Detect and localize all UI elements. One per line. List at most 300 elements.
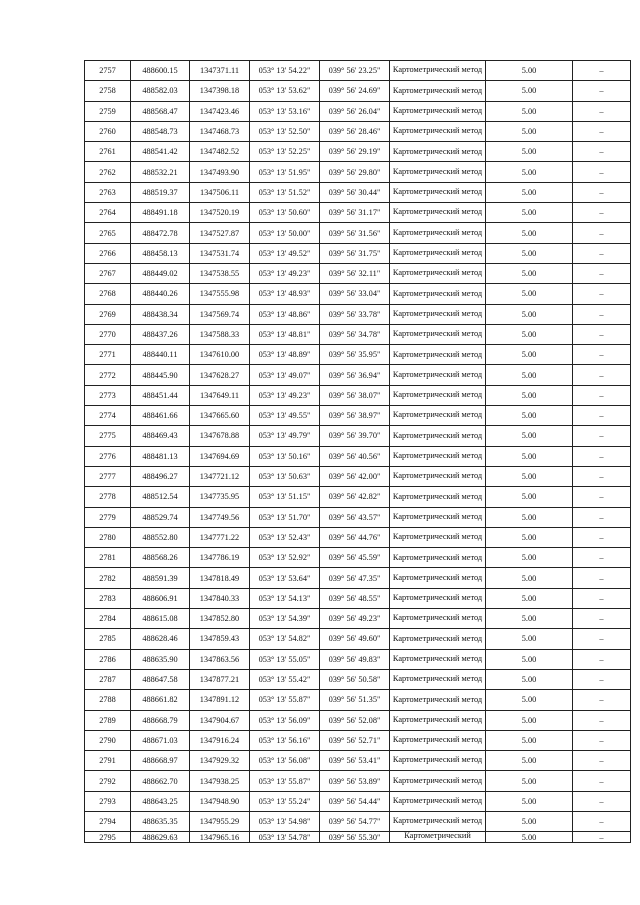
table-row [85,345,631,365]
method-cell: Картометрический метод [390,710,486,730]
latitude-cell: 053° 13' 56.09" [250,710,320,730]
longitude-cell: 039° 56' 29.80" [320,162,390,182]
longitude-cell: 039° 56' 23.25" [320,61,390,81]
latitude-cell: 053° 13' 52.25" [250,142,320,162]
latitude-cell: 053° 13' 54.82" [250,629,320,649]
accuracy-cell: 5.00 [486,304,573,324]
accuracy-cell: 5.00 [486,142,573,162]
note-cell: – [573,771,631,791]
x-coordinate-cell: 488512.54 [131,487,190,507]
accuracy-cell: 5.00 [486,345,573,365]
y-coordinate-cell: 1347628.27 [190,365,250,385]
method-cell: Картометрический метод [390,771,486,791]
y-coordinate-cell: 1347527.87 [190,223,250,243]
point-number-cell: 2766 [85,243,131,263]
accuracy-cell: 5.00 [486,406,573,426]
note-cell: – [573,121,631,141]
table-row [85,568,631,588]
x-coordinate-cell: 488541.42 [131,142,190,162]
longitude-cell: 039° 56' 47.35" [320,568,390,588]
method-cell: Картометрический метод [390,690,486,710]
y-coordinate-cell: 1347649.11 [190,385,250,405]
method-cell: Картометрический метод [390,527,486,547]
note-cell: – [573,507,631,527]
x-coordinate-cell: 488458.13 [131,243,190,263]
point-number-cell: 2769 [85,304,131,324]
point-number-cell: 2776 [85,446,131,466]
x-coordinate-cell: 488643.25 [131,791,190,811]
y-coordinate-cell: 1347771.22 [190,527,250,547]
note-cell: – [573,365,631,385]
method-cell: Картометрический метод [390,101,486,121]
y-coordinate-cell: 1347818.49 [190,568,250,588]
accuracy-cell: 5.00 [486,243,573,263]
point-number-cell: 2785 [85,629,131,649]
y-coordinate-cell: 1347694.69 [190,446,250,466]
point-number-cell: 2787 [85,669,131,689]
y-coordinate-cell: 1347916.24 [190,730,250,750]
x-coordinate-cell: 488481.13 [131,446,190,466]
y-coordinate-cell: 1347891.12 [190,690,250,710]
x-coordinate-cell: 488445.90 [131,365,190,385]
y-coordinate-cell: 1347955.29 [190,811,250,831]
method-cell: Картометрический метод [390,121,486,141]
table-row [85,751,631,771]
accuracy-cell: 5.00 [486,751,573,771]
y-coordinate-cell: 1347721.12 [190,466,250,486]
accuracy-cell: 5.00 [486,81,573,101]
note-cell: – [573,548,631,568]
longitude-cell: 039° 56' 31.75" [320,243,390,263]
y-coordinate-cell: 1347840.33 [190,588,250,608]
note-cell: – [573,629,631,649]
longitude-cell: 039° 56' 50.58" [320,669,390,689]
table-row [85,710,631,730]
x-coordinate-cell: 488635.35 [131,811,190,831]
accuracy-cell: 5.00 [486,365,573,385]
y-coordinate-cell: 1347904.67 [190,710,250,730]
y-coordinate-cell: 1347863.56 [190,649,250,669]
latitude-cell: 053° 13' 54.39" [250,609,320,629]
note-cell: – [573,669,631,689]
note-cell: – [573,324,631,344]
y-coordinate-cell: 1347665.60 [190,406,250,426]
latitude-cell: 053° 13' 55.87" [250,771,320,791]
method-cell: Картометрический метод [390,426,486,446]
note-cell: – [573,710,631,730]
point-number-cell: 2794 [85,811,131,831]
accuracy-cell: 5.00 [486,223,573,243]
note-cell: – [573,142,631,162]
point-number-cell: 2763 [85,182,131,202]
table-row [85,284,631,304]
table-row [85,365,631,385]
table-row [85,832,631,843]
method-cell: Картометрический метод [390,284,486,304]
longitude-cell: 039° 56' 32.11" [320,263,390,283]
point-number-cell: 2793 [85,791,131,811]
accuracy-cell: 5.00 [486,791,573,811]
latitude-cell: 053° 13' 54.78" [250,832,320,843]
longitude-cell: 039° 56' 36.94" [320,365,390,385]
point-number-cell: 2775 [85,426,131,446]
y-coordinate-cell: 1347852.80 [190,609,250,629]
method-cell: Картометрический метод [390,669,486,689]
point-number-cell: 2771 [85,345,131,365]
coordinates-table [84,60,631,843]
point-number-cell: 2778 [85,487,131,507]
x-coordinate-cell: 488496.27 [131,466,190,486]
note-cell: – [573,649,631,669]
method-cell: Картометрический метод [390,588,486,608]
accuracy-cell: 5.00 [486,832,573,843]
point-number-cell: 2757 [85,61,131,81]
longitude-cell: 039° 56' 52.71" [320,730,390,750]
point-number-cell: 2789 [85,710,131,730]
table-row [85,243,631,263]
y-coordinate-cell: 1347610.00 [190,345,250,365]
accuracy-cell: 5.00 [486,101,573,121]
table-row [85,771,631,791]
longitude-cell: 039° 56' 55.30" [320,832,390,843]
table-row [85,811,631,831]
latitude-cell: 053° 13' 53.64" [250,568,320,588]
longitude-cell: 039° 56' 31.56" [320,223,390,243]
table-row [85,730,631,750]
y-coordinate-cell: 1347735.95 [190,487,250,507]
latitude-cell: 053° 13' 53.62" [250,81,320,101]
method-cell: Картометрический метод [390,345,486,365]
method-cell: Картометрический метод [390,263,486,283]
table-row [85,487,631,507]
longitude-cell: 039° 56' 53.89" [320,771,390,791]
note-cell: – [573,730,631,750]
note-cell: – [573,426,631,446]
latitude-cell: 053° 13' 49.23" [250,263,320,283]
y-coordinate-cell: 1347398.18 [190,81,250,101]
y-coordinate-cell: 1347493.90 [190,162,250,182]
method-cell: Картометрический метод [390,548,486,568]
longitude-cell: 039° 56' 49.83" [320,649,390,669]
note-cell: – [573,811,631,831]
x-coordinate-cell: 488552.80 [131,527,190,547]
point-number-cell: 2795 [85,832,131,843]
method-cell: Картометрический метод [390,365,486,385]
longitude-cell: 039° 56' 26.04" [320,101,390,121]
method-cell: Картометрический метод [390,81,486,101]
table-row [85,669,631,689]
method-cell: Картометрический метод [390,609,486,629]
x-coordinate-cell: 488548.73 [131,121,190,141]
accuracy-cell: 5.00 [486,162,573,182]
x-coordinate-cell: 488671.03 [131,730,190,750]
table-row [85,466,631,486]
method-cell: Картометрический метод [390,751,486,771]
latitude-cell: 053° 13' 53.16" [250,101,320,121]
y-coordinate-cell: 1347749.56 [190,507,250,527]
latitude-cell: 053° 13' 48.86" [250,304,320,324]
table-row [85,791,631,811]
method-cell: Картометрический метод [390,406,486,426]
x-coordinate-cell: 488451.44 [131,385,190,405]
latitude-cell: 053° 13' 55.42" [250,669,320,689]
latitude-cell: 053° 13' 51.70" [250,507,320,527]
method-cell: Картометрический метод [390,142,486,162]
x-coordinate-cell: 488491.18 [131,203,190,223]
method-cell: Картометрический метод [390,304,486,324]
x-coordinate-cell: 488635.90 [131,649,190,669]
accuracy-cell: 5.00 [486,548,573,568]
latitude-cell: 053° 13' 52.92" [250,548,320,568]
method-cell: Картометрический метод [390,487,486,507]
latitude-cell: 053° 13' 55.24" [250,791,320,811]
note-cell: – [573,751,631,771]
y-coordinate-cell: 1347877.21 [190,669,250,689]
table-row [85,121,631,141]
longitude-cell: 039° 56' 49.23" [320,609,390,629]
y-coordinate-cell: 1347948.90 [190,791,250,811]
latitude-cell: 053° 13' 55.05" [250,649,320,669]
latitude-cell: 053° 13' 50.60" [250,203,320,223]
accuracy-cell: 5.00 [486,507,573,527]
y-coordinate-cell: 1347538.55 [190,263,250,283]
note-cell: – [573,446,631,466]
x-coordinate-cell: 488437.26 [131,324,190,344]
latitude-cell: 053° 13' 52.43" [250,527,320,547]
note-cell: – [573,527,631,547]
x-coordinate-cell: 488662.70 [131,771,190,791]
longitude-cell: 039° 56' 31.17" [320,203,390,223]
y-coordinate-cell: 1347929.32 [190,751,250,771]
note-cell: – [573,385,631,405]
y-coordinate-cell: 1347678.88 [190,426,250,446]
point-number-cell: 2764 [85,203,131,223]
point-number-cell: 2780 [85,527,131,547]
table-row [85,609,631,629]
note-cell: – [573,81,631,101]
note-cell: – [573,568,631,588]
longitude-cell: 039° 56' 40.56" [320,446,390,466]
method-cell: Картометрический метод [390,791,486,811]
method-cell: Картометрический метод [390,629,486,649]
x-coordinate-cell: 488647.58 [131,669,190,689]
longitude-cell: 039° 56' 39.70" [320,426,390,446]
point-number-cell: 2765 [85,223,131,243]
longitude-cell: 039° 56' 34.78" [320,324,390,344]
note-cell: – [573,101,631,121]
accuracy-cell: 5.00 [486,649,573,669]
table-row [85,548,631,568]
x-coordinate-cell: 488472.78 [131,223,190,243]
method-cell: Картометрический метод [390,446,486,466]
longitude-cell: 039° 56' 48.55" [320,588,390,608]
latitude-cell: 053° 13' 48.93" [250,284,320,304]
accuracy-cell: 5.00 [486,588,573,608]
x-coordinate-cell: 488600.15 [131,61,190,81]
latitude-cell: 053° 13' 48.89" [250,345,320,365]
y-coordinate-cell: 1347371.11 [190,61,250,81]
latitude-cell: 053° 13' 54.98" [250,811,320,831]
coordinates-table-body [85,61,631,843]
longitude-cell: 039° 56' 54.77" [320,811,390,831]
y-coordinate-cell: 1347569.74 [190,304,250,324]
accuracy-cell: 5.00 [486,284,573,304]
method-cell: Картометрический метод [390,324,486,344]
table-row [85,690,631,710]
latitude-cell: 053° 13' 51.15" [250,487,320,507]
y-coordinate-cell: 1347468.73 [190,121,250,141]
point-number-cell: 2760 [85,121,131,141]
point-number-cell: 2782 [85,568,131,588]
table-row [85,182,631,202]
longitude-cell: 039° 56' 42.00" [320,466,390,486]
latitude-cell: 053° 13' 54.22" [250,61,320,81]
point-number-cell: 2790 [85,730,131,750]
method-cell: Картометрический метод [390,162,486,182]
latitude-cell: 053° 13' 49.52" [250,243,320,263]
x-coordinate-cell: 488615.08 [131,609,190,629]
y-coordinate-cell: 1347938.25 [190,771,250,791]
point-number-cell: 2758 [85,81,131,101]
latitude-cell: 053° 13' 49.79" [250,426,320,446]
note-cell: – [573,243,631,263]
method-cell: Картометрический метод [390,223,486,243]
table-row [85,61,631,81]
x-coordinate-cell: 488568.47 [131,101,190,121]
method-cell: Картометрический метод [390,61,486,81]
point-number-cell: 2784 [85,609,131,629]
accuracy-cell: 5.00 [486,771,573,791]
latitude-cell: 053° 13' 49.07" [250,365,320,385]
note-cell: – [573,690,631,710]
accuracy-cell: 5.00 [486,121,573,141]
note-cell: – [573,263,631,283]
latitude-cell: 053° 13' 49.55" [250,406,320,426]
note-cell: – [573,791,631,811]
point-number-cell: 2761 [85,142,131,162]
method-cell: Картометрический метод [390,182,486,202]
point-number-cell: 2783 [85,588,131,608]
accuracy-cell: 5.00 [486,61,573,81]
longitude-cell: 039° 56' 43.57" [320,507,390,527]
accuracy-cell: 5.00 [486,466,573,486]
x-coordinate-cell: 488628.46 [131,629,190,649]
table-row [85,629,631,649]
longitude-cell: 039° 56' 30.44" [320,182,390,202]
longitude-cell: 039° 56' 53.41" [320,751,390,771]
latitude-cell: 053° 13' 52.50" [250,121,320,141]
table-row [85,263,631,283]
note-cell: – [573,223,631,243]
accuracy-cell: 5.00 [486,426,573,446]
x-coordinate-cell: 488440.11 [131,345,190,365]
y-coordinate-cell: 1347859.43 [190,629,250,649]
table-row [85,81,631,101]
y-coordinate-cell: 1347506.11 [190,182,250,202]
table-row [85,588,631,608]
x-coordinate-cell: 488668.79 [131,710,190,730]
table-row [85,385,631,405]
y-coordinate-cell: 1347531.74 [190,243,250,263]
latitude-cell: 053° 13' 54.13" [250,588,320,608]
point-number-cell: 2781 [85,548,131,568]
point-number-cell: 2762 [85,162,131,182]
table-row [85,223,631,243]
point-number-cell: 2774 [85,406,131,426]
longitude-cell: 039° 56' 44.76" [320,527,390,547]
table-row [85,101,631,121]
table-row [85,203,631,223]
accuracy-cell: 5.00 [486,669,573,689]
y-coordinate-cell: 1347520.19 [190,203,250,223]
point-number-cell: 2791 [85,751,131,771]
point-number-cell: 2779 [85,507,131,527]
y-coordinate-cell: 1347786.19 [190,548,250,568]
longitude-cell: 039° 56' 54.44" [320,791,390,811]
note-cell: – [573,406,631,426]
point-number-cell: 2767 [85,263,131,283]
method-cell: Картометрический [390,832,486,843]
method-cell: Картометрический метод [390,811,486,831]
y-coordinate-cell: 1347965.16 [190,832,250,843]
y-coordinate-cell: 1347555.98 [190,284,250,304]
x-coordinate-cell: 488461.66 [131,406,190,426]
x-coordinate-cell: 488661.82 [131,690,190,710]
table-row [85,324,631,344]
accuracy-cell: 5.00 [486,609,573,629]
latitude-cell: 053° 13' 48.81" [250,324,320,344]
x-coordinate-cell: 488469.43 [131,426,190,446]
note-cell: – [573,284,631,304]
point-number-cell: 2788 [85,690,131,710]
table-row [85,649,631,669]
accuracy-cell: 5.00 [486,568,573,588]
table-row [85,527,631,547]
accuracy-cell: 5.00 [486,690,573,710]
x-coordinate-cell: 488449.02 [131,263,190,283]
note-cell: – [573,345,631,365]
accuracy-cell: 5.00 [486,203,573,223]
note-cell: – [573,588,631,608]
accuracy-cell: 5.00 [486,263,573,283]
note-cell: – [573,182,631,202]
latitude-cell: 053° 13' 50.00" [250,223,320,243]
table-row [85,446,631,466]
point-number-cell: 2792 [85,771,131,791]
x-coordinate-cell: 488438.34 [131,304,190,324]
method-cell: Картометрический метод [390,243,486,263]
note-cell: – [573,304,631,324]
x-coordinate-cell: 488568.26 [131,548,190,568]
accuracy-cell: 5.00 [486,385,573,405]
latitude-cell: 053° 13' 51.95" [250,162,320,182]
table-row [85,162,631,182]
longitude-cell: 039° 56' 51.35" [320,690,390,710]
point-number-cell: 2772 [85,365,131,385]
table-row [85,507,631,527]
latitude-cell: 053° 13' 50.16" [250,446,320,466]
longitude-cell: 039° 56' 52.08" [320,710,390,730]
longitude-cell: 039° 56' 38.07" [320,385,390,405]
latitude-cell: 053° 13' 56.16" [250,730,320,750]
x-coordinate-cell: 488668.97 [131,751,190,771]
x-coordinate-cell: 488519.37 [131,182,190,202]
accuracy-cell: 5.00 [486,324,573,344]
y-coordinate-cell: 1347423.46 [190,101,250,121]
method-cell: Картометрический метод [390,385,486,405]
accuracy-cell: 5.00 [486,730,573,750]
x-coordinate-cell: 488440.26 [131,284,190,304]
